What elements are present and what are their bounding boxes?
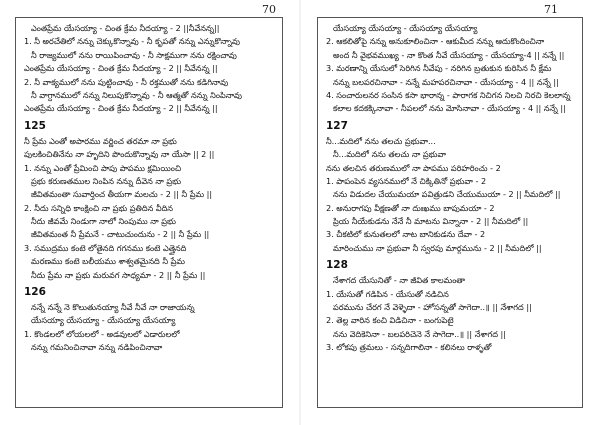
lyric-line: 2. అనురాగపు వీక్షణతో నా దుఃఖము బాపుమయా - 2 (326, 202, 495, 213)
lyric-line: 3. లోకపు త్రమలు - సన్నదిగాలినా - కలినలు రాళ్ళతో (326, 342, 492, 353)
lyric-line: నను తలచిన తరుణములో నా పాపము పరిహరించు - 2 (326, 162, 501, 173)
lyric-line: 4. సంచారులనర సంసిన కసా భారాన్న - పారాగక నిచిగన నిలచి నిరచి కెలలాన్న (326, 89, 571, 100)
lyric-line: నీ...మదిలో నను తలచు ప్రభువా... (326, 135, 436, 146)
lyric-line: 1. నన్ను ఎంతో ప్రేమించి పాపు పాపము క్షమియించి (24, 162, 182, 173)
song-number: 125 (24, 119, 46, 132)
right-page-number: 71 (544, 3, 558, 16)
lyric-line: 1. నీ అరచేతిలో నన్ను చెక్కుకొన్నావు - నీ కృపతో నన్ను ఎన్నుకొన్నావు (24, 36, 240, 47)
lyric-line: నీ...మదిలో నను తలచు నా ప్రభువా (333, 149, 446, 160)
song-number: 127 (326, 119, 348, 132)
lyric-line: 3. చీకటిలో కునుతలలో నాట బానికుడను దేవా - 2 (326, 229, 486, 240)
left-page-content (24, 22, 279, 355)
lyric-line: నన్ను గమనించినావా నన్ను నడిపించినావా (31, 342, 163, 353)
lyric-line: కలాల కదకక్కినావా - నీపలలో నను మోసినావా - యేసయ్యా - 4 || నన్నే || (333, 103, 566, 114)
lyric-line: పరమును చేరగ నే వెళ్ళెదా - హోసన్నతో సాగెదా..॥ || నేశాగద || (333, 302, 532, 313)
lyric-line: 3. సముద్రము కంటె లోతైనది గగనము కంటె ఎత్తైనది (24, 242, 187, 253)
lyric-line: జీవితమంతా సువార్తించ తీయగా మలచు - 2 || నీ ప్రేమ || (31, 189, 213, 200)
lyric-line: 1. పాపంపెన వ్యసనములో నే చిక్కితినో ప్రభువా - 2 (326, 175, 487, 186)
lyric-line: యేసయ్యా యేసయ్యా - యేసయ్యా యేసయ్యా (31, 315, 176, 326)
left-page-number: 70 (262, 3, 276, 16)
lyric-line: 2. తెల్ల వారిన కంచి విడిచినా - బంగుపెటై (326, 315, 454, 326)
lyric-line: 2. నీదు సన్నిధి కాంక్షించి నా ప్రభు ప్రతిదిన వీదిన (24, 202, 173, 213)
lyric-line: నేశాగద యేసునితో - నా జీవిత కాలమంతా (333, 275, 466, 286)
lyric-line: 2. ఆకలితోపై నన్ను అనుకూలించినా - ఆకుమీద నన్ను ఆదుకొందించినా (326, 36, 545, 47)
lyric-line: 1. యేసుతో గడిపిన - యేసుతో నడిచిన (326, 288, 449, 299)
lyric-line: ఎంతప్రేమ యేసయ్యా - చింత క్రేమ నీదయ్యా - 2 || నీవేనన్న || (24, 103, 218, 114)
lyric-line: జీవితమంత నీ ప్రేమనే - చాటుచుందును - 2 || నీ ప్రేమ || (31, 229, 210, 240)
right-page-content (326, 22, 581, 355)
lyric-line: 3. మరణాన్ని యేసులో సెరిగిన నీవేపు - నరిగిన బ్రతుకున కురిసిన నీ క్షేమ (326, 63, 552, 74)
lyric-line: నీ ప్రేమ ఎంతో అపారము వర్ణించ తరమా నా ప్రభు (24, 135, 177, 146)
lyric-line: నీ రాజ్యములో నను రాయిపించావు - నీ సాక్షముగా నను రక్షించావు (31, 49, 237, 60)
lyric-line: నన్నే నన్నే నె కొలుతునయ్యా నీవే నీవే నా రాజాయన్న (31, 302, 195, 313)
lyric-line: యేసయ్యా యేసయ్యా - యేసయ్యా యేసయ్యా (333, 23, 478, 33)
lyric-line: ప్రభు కరుణతముల నింపిన నన్ను దీవెన నా ప్రభు (31, 175, 181, 186)
lyric-line: పులకించితినేను నా హృదిని పొందుకొన్నావు నా యేసా || 2 || (24, 149, 215, 160)
lyric-line: ఎంతప్రేమ యేసయ్యా - చింత క్రేమ నీదయ్యా - 2 || నీవేనన్న || (24, 63, 218, 74)
lyric-line: అంద నీ వైభవముఖ్య - నా కొంత నీవే యేసయ్యా - యేసయ్యా-4 || నన్నే || (333, 49, 565, 60)
lyric-line: 1. కొండలలో లోయలలో - అడవులలో ఎడారులలో (24, 328, 180, 339)
lyric-line: నను విడుదల చేయుమయా పవిత్రుడని చేయుముయా - 2 || నీమదిలో || (333, 189, 561, 200)
right-page (300, 0, 600, 425)
lyric-line: నన్ను బలపరచినావా - నన్నే మహపరచినావా - యేసయ్యా - 4 || నన్నే || (333, 76, 559, 87)
lyric-line: ప్రియ నీయేకుడను నేనే నీ మాటను విన్నానా - 2 || నీమదిలో || (333, 216, 529, 227)
lyric-line: నీదు ప్రేమ నా ప్రభు మరువగ సాధ్యమా - 2 || నీ ప్రేమ || (31, 269, 206, 280)
song-number: 128 (326, 259, 348, 272)
lyric-line: ఎంతప్రేమ యేసయ్యా - చింత క్రేమ నీదయ్యా - 2 ||నీవేనన్న|| (31, 23, 220, 33)
lyric-line: మారించుము నా ప్రభువా నీ స్వరపు మార్గమును - 2 || నీమదిలో || (333, 242, 542, 253)
lyric-line: మరణము కంటె బలీయము శాశ్వతమైనది నీ ప్రేమ (31, 256, 185, 267)
lyric-line: 2. నీ వాక్యములో నను పుట్టించావు - నీ రక్తముతో నను కడిగినావు (24, 76, 229, 87)
lyric-line: నీదు జీవమే నిండుగా నాలో నింపుము నా ప్రభు (31, 216, 176, 227)
song-number: 126 (24, 286, 46, 299)
lyric-line: నను వెదికెనినా - బలపరిచెనె నే సాగెదా..॥ || నేశాగద || (333, 328, 506, 339)
lyric-line: నీ వాగ్దానములో నన్ను నిలుపుకొన్నావు - నీ ఆత్మతో నన్ను నింపినావు (31, 89, 242, 100)
